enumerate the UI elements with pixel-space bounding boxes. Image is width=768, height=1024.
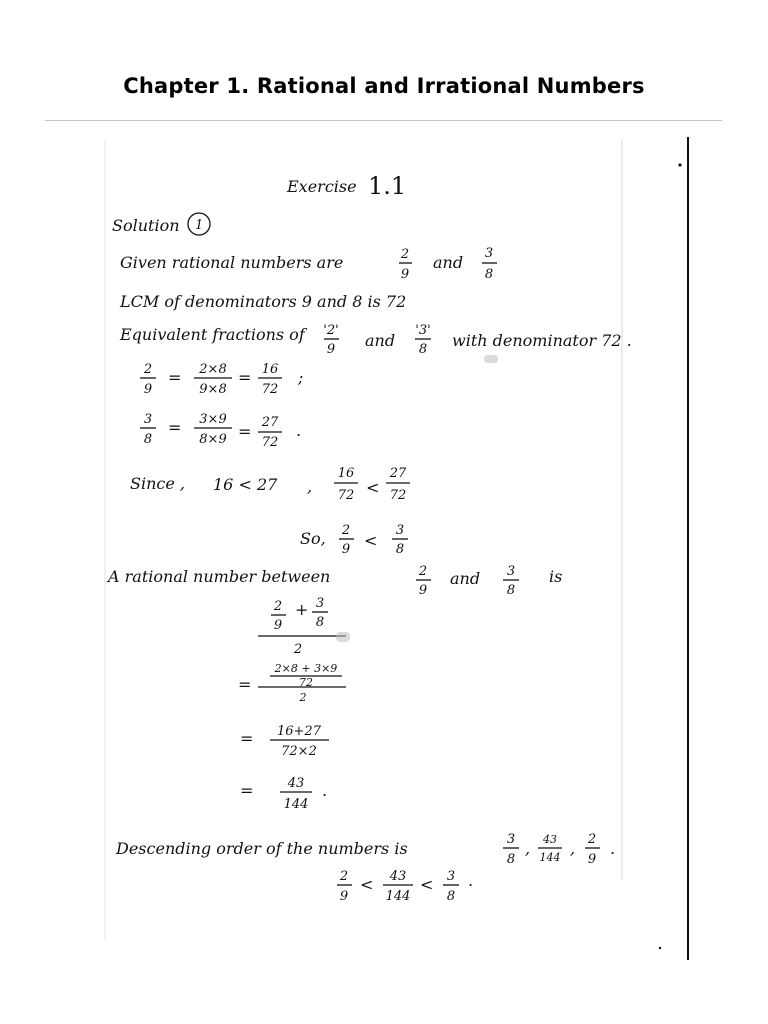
ink-smudge [484,355,498,363]
fraction-den: 8 [484,267,494,282]
between-line [106,564,562,598]
handwritten-text: 72×2 [281,744,317,759]
handwritten-text: 144 [385,889,411,904]
handwritten-text: 43 [287,776,305,791]
descending-line [115,832,615,867]
handwritten-text: 8×9 [199,432,227,447]
handwritten-text: < [366,478,380,497]
handwritten-text: 2 [587,832,597,847]
handwritten-text: 9 [418,583,428,598]
handwritten-text: 72 [337,488,355,503]
handwritten-text: 9 [341,542,351,557]
fraction-den: 9 [400,267,410,282]
handwritten-text: 8 [506,852,516,867]
fraction-two-ninths [399,247,412,282]
handwritten-text: A rational number between [108,567,331,586]
exercise-label: Exercise [287,177,357,196]
handwritten-text: . [322,781,328,800]
handwritten-text: = [168,418,182,437]
handwritten-text: = [240,781,254,800]
fraction-num: '2' [323,323,339,338]
handwritten-text: < [364,531,378,550]
handwritten-text: , [525,839,531,858]
handwritten-text: 72 [299,676,313,689]
mean-step-3 [240,724,329,759]
mean-step-4 [240,776,327,812]
fraction-two-ninths-quoted [323,323,339,357]
handwritten-text: 2 [273,599,283,614]
handwritten-text: 3×9 [199,412,227,427]
handwritten-text: 72 [261,435,279,450]
handwritten-text: and [450,569,481,588]
handwritten-text: = [238,422,252,441]
mean-step-1 [258,596,350,657]
handwritten-text: . [610,839,616,858]
fraction-three-eighths-quoted [415,323,431,357]
handwritten-text: 2 [299,691,307,704]
equiv-tail: with denominator 72 . [452,331,632,350]
fraction-den: 8 [418,342,428,357]
handwritten-text: . [296,421,302,440]
handwritten-text: . [468,871,474,890]
handwritten-text: So, [300,529,326,548]
final-order-line [337,869,473,904]
handwritten-text: 16 < 27 [213,475,278,494]
handwritten-text: 8 [315,615,325,630]
mean-step-2 [238,662,346,704]
handwritten-text: ; [298,368,304,387]
handwritten-text: 16+27 [277,724,321,739]
exercise-number: 1.1 [368,172,407,200]
handwritten-text: 9 [587,852,597,867]
handwritten-text: 72 [389,488,407,503]
fraction-den: 9 [326,342,336,357]
handwritten-text: , [570,839,576,858]
scan-speck [678,163,681,166]
so-line [300,523,408,557]
handwritten-text: 8 [506,583,516,598]
handwritten-text: 3 [315,596,325,611]
handwritten-text: 3 [506,832,516,847]
handwritten-text: 2 [293,642,303,657]
fraction-three-eighths [482,246,497,282]
handwritten-text: 3 [395,523,405,538]
handwritten-text: , [307,477,313,496]
equiv-and: and [365,331,396,350]
handwritten-text: 9 [143,382,153,397]
equation-three-eighths [140,412,301,450]
handwritten-text: 16 [261,362,279,377]
handwritten-text: 3 [506,564,516,579]
handwritten-text: is [549,567,563,586]
handwritten-text: 9×8 [199,382,227,397]
handwritten-text: 2 [418,564,428,579]
solution-label: Solution [112,216,180,235]
handwritten-text: = [238,675,252,694]
handwritten-text: = [168,368,182,387]
handwritten-text: 16 [337,466,355,481]
handwritten-text: Since , [130,474,185,493]
lcm-text: LCM of denominators 9 and 8 is 72 [120,292,407,311]
handwritten-text: 2×8 [199,362,227,377]
handwritten-text: Descending order of the numbers is [116,839,408,858]
handwritten-text: 2 [143,362,153,377]
given-and: and [433,253,464,272]
solution-number: 1 [195,218,204,233]
page-title: Chapter 1. Rational and Irrational Numbers [123,74,645,98]
handwritten-text: = [240,729,254,748]
handwritten-text: < [360,875,374,894]
handwritten-text: 27 [389,466,407,481]
scan-speck [659,947,661,949]
handwritten-text: 72 [261,382,279,397]
fraction-num: 3 [484,246,494,261]
handwritten-text: 8 [143,432,153,447]
since-line [130,466,410,503]
handwritten-text: 2 [339,869,349,884]
handwritten-text: 8 [446,889,456,904]
equation-two-ninths [140,362,303,397]
handwritten-text: 144 [539,851,561,864]
handwritten-text: 2×8 + 3×9 [274,662,338,675]
handwritten-text: 9 [273,618,283,633]
handwritten-text: = [238,368,252,387]
given-text: Given rational numbers are [120,253,344,272]
handwritten-text: < [420,875,434,894]
handwritten-text: 43 [543,833,557,846]
handwritten-text: 3 [143,412,153,427]
handwritten-text: + [295,600,309,619]
fraction-num: 2 [400,247,410,262]
handwritten-text: 144 [283,797,309,812]
handwritten-text: 8 [395,542,405,557]
handwritten-text: 3 [446,869,456,884]
handwritten-text: 27 [261,415,279,430]
fraction-num: '3' [415,323,431,338]
handwritten-text: 43 [389,869,407,884]
equiv-text: Equivalent fractions of [120,325,305,344]
ink-smudge [336,632,350,642]
handwritten-text: 2 [341,523,351,538]
handwritten-text: 9 [339,889,349,904]
